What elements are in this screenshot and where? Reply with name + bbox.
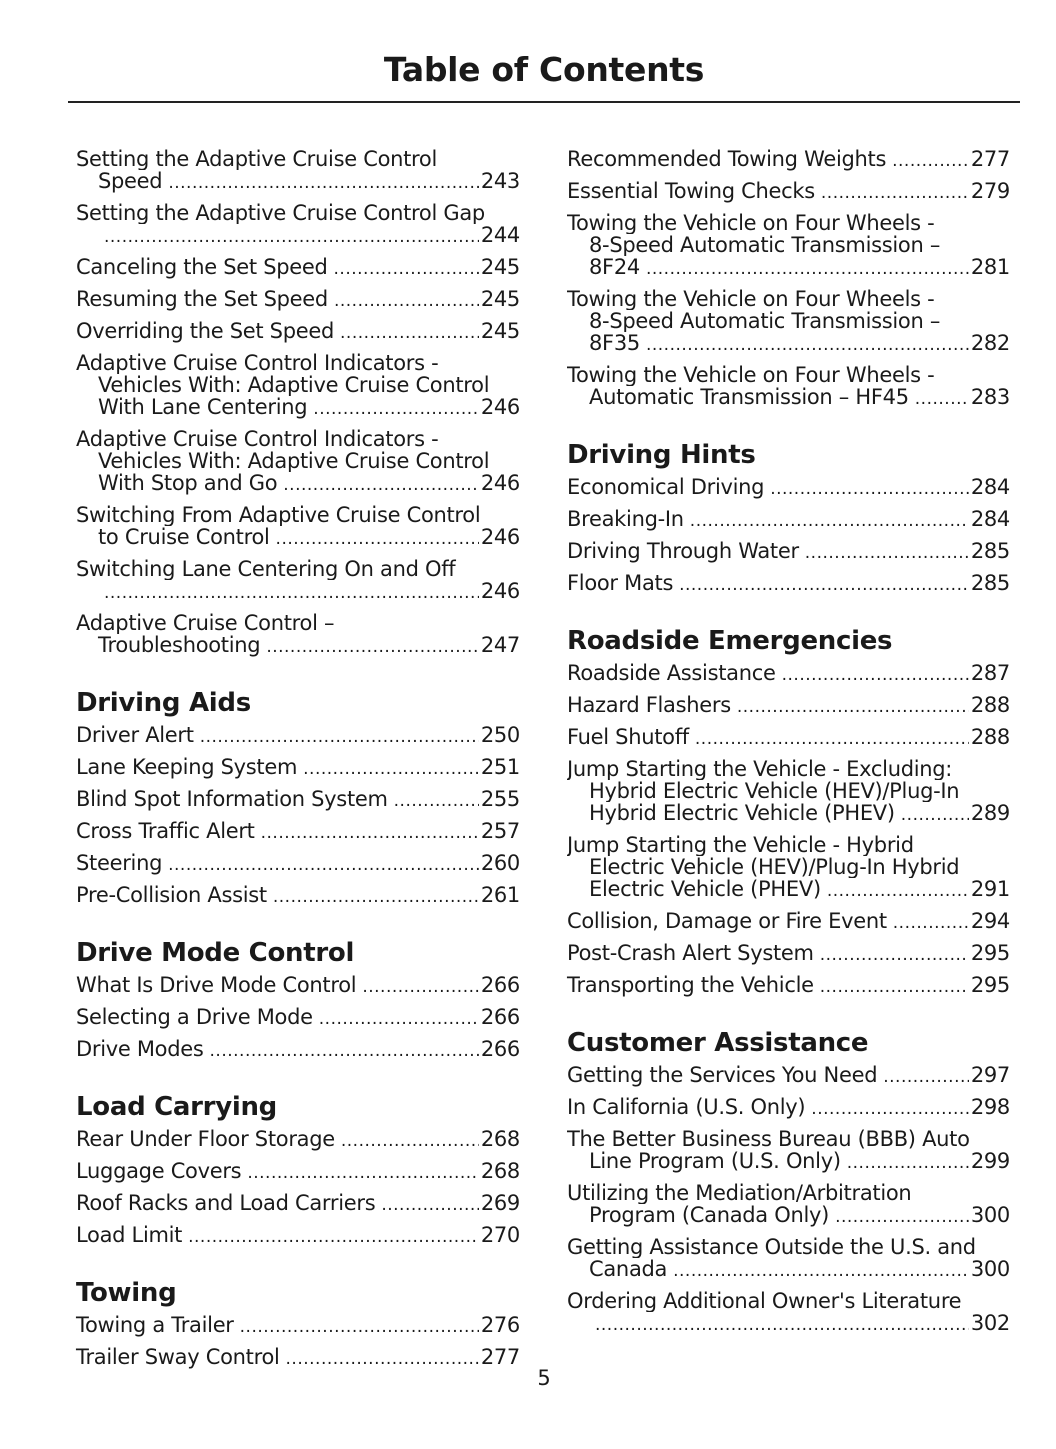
toc-entry-title: Driver Alert xyxy=(76,723,194,747)
toc-entry[interactable] xyxy=(76,788,520,812)
toc-entry[interactable] xyxy=(567,148,1010,172)
section-heading[interactable]: Driving Aids xyxy=(76,688,251,718)
toc-page-number: 268 xyxy=(480,1127,520,1151)
toc-page-number: 266 xyxy=(480,1037,520,1061)
toc-page-number: 285 xyxy=(970,571,1010,595)
toc-entry-title: Switching From Adaptive Cruise Control xyxy=(76,504,481,526)
toc-page-number: 276 xyxy=(480,1313,520,1337)
toc-entry[interactable] xyxy=(76,202,520,248)
toc-entry-title: to Cruise Control xyxy=(98,525,270,549)
toc-entry-title: Hazard Flashers xyxy=(567,693,731,717)
toc-entry[interactable] xyxy=(76,1192,520,1216)
toc-entry[interactable] xyxy=(76,558,520,604)
toc-page-number: 284 xyxy=(970,507,1010,531)
toc-entry-title: Jump Starting the Vehicle - Hybrid xyxy=(567,834,914,856)
toc-entry[interactable] xyxy=(76,428,520,496)
toc-entry-title: The Better Business Bureau (BBB) Auto xyxy=(567,1128,970,1150)
toc-page-number: 246 xyxy=(480,471,520,495)
toc-entry[interactable] xyxy=(567,364,1010,410)
dot-leader xyxy=(827,878,969,902)
toc-entry-title: Line Program (U.S. Only) xyxy=(589,1149,841,1173)
toc-page-number: 255 xyxy=(480,787,520,811)
toc-page-number: 246 xyxy=(480,395,520,419)
dot-leader xyxy=(892,148,969,172)
toc-entry[interactable] xyxy=(567,288,1010,356)
dot-leader xyxy=(679,572,969,596)
toc-entry[interactable] xyxy=(76,1160,520,1184)
toc-entry-title: Lane Keeping System xyxy=(76,755,298,779)
toc-entry[interactable] xyxy=(76,1314,520,1338)
toc-entry-title: Pre-Collision Assist xyxy=(76,883,267,907)
dot-leader xyxy=(811,1096,969,1120)
toc-entry-title: Setting the Adaptive Cruise Control Gap xyxy=(76,202,485,224)
toc-entry[interactable] xyxy=(567,1096,1010,1120)
toc-entry-title: Vehicles With: Adaptive Cruise Control xyxy=(98,450,490,472)
toc-page-number: 257 xyxy=(480,819,520,843)
toc-entry-title: Collision, Damage or Fire Event xyxy=(567,909,887,933)
title-divider xyxy=(68,101,1020,103)
dot-leader xyxy=(690,508,969,532)
toc-entry[interactable] xyxy=(567,942,1010,966)
toc-entry[interactable] xyxy=(76,320,520,344)
toc-entry-title: Speed xyxy=(98,169,163,193)
dot-leader xyxy=(340,320,479,344)
toc-entry-title: Hybrid Electric Vehicle (HEV)/Plug-In xyxy=(589,780,960,802)
toc-entry-title: Load Limit xyxy=(76,1223,183,1247)
dot-leader xyxy=(319,1006,479,1030)
toc-entry-title: Luggage Covers xyxy=(76,1159,242,1183)
dot-leader xyxy=(104,580,479,604)
dot-leader xyxy=(901,802,969,826)
toc-entry-title: With Stop and Go xyxy=(98,471,278,495)
dot-leader xyxy=(334,256,479,280)
toc-entry-title: Roof Racks and Load Carriers xyxy=(76,1191,376,1215)
dot-leader xyxy=(883,1064,969,1088)
dot-leader xyxy=(200,724,479,748)
toc-page-number: 268 xyxy=(480,1159,520,1183)
toc-entry[interactable] xyxy=(76,504,520,550)
toc-page-number: 245 xyxy=(480,255,520,279)
toc-page-number: 260 xyxy=(480,851,520,875)
toc-entry[interactable] xyxy=(76,884,520,908)
toc-entry-title: Electric Vehicle (HEV)/Plug-In Hybrid xyxy=(589,856,960,878)
dot-leader xyxy=(782,662,969,686)
toc-entry[interactable] xyxy=(76,148,520,194)
toc-entry-title: Trailer Sway Control xyxy=(76,1345,280,1369)
dot-leader xyxy=(381,1192,478,1216)
dot-leader xyxy=(820,974,969,998)
toc-page-number: 281 xyxy=(970,255,1010,279)
toc-page-number: 246 xyxy=(480,579,520,603)
toc-page-number: 284 xyxy=(970,475,1010,499)
toc-entry-title: Towing a Trailer xyxy=(76,1313,234,1337)
toc-entry[interactable] xyxy=(567,1290,1010,1336)
page-number: 5 xyxy=(537,1366,551,1390)
toc-entry-title: Rear Under Floor Storage xyxy=(76,1127,335,1151)
toc-entry-title: Getting Assistance Outside the U.S. and xyxy=(567,1236,976,1258)
toc-page-number: 251 xyxy=(480,755,520,779)
toc-entry-title: Recommended Towing Weights xyxy=(567,147,887,171)
toc-entry-title: 8-Speed Automatic Transmission – xyxy=(589,310,941,332)
toc-entry[interactable] xyxy=(76,756,520,780)
toc-entry[interactable] xyxy=(567,834,1010,902)
toc-page-number: 298 xyxy=(970,1095,1010,1119)
toc-entry[interactable] xyxy=(567,572,1010,596)
toc-entry-title: 8F24 xyxy=(589,255,640,279)
dot-leader xyxy=(394,788,479,812)
toc-page-number: 300 xyxy=(970,1257,1010,1281)
section-heading[interactable]: Load Carrying xyxy=(76,1092,277,1122)
toc-entry[interactable] xyxy=(567,910,1010,934)
dot-leader xyxy=(847,1150,969,1174)
toc-entry[interactable] xyxy=(567,1064,1010,1088)
toc-entry-title: Setting the Adaptive Cruise Control xyxy=(76,148,438,170)
toc-entry-title: Hybrid Electric Vehicle (PHEV) xyxy=(589,801,895,825)
toc-entry[interactable] xyxy=(76,852,520,876)
toc-page-number: 285 xyxy=(970,539,1010,563)
dot-leader xyxy=(210,1038,479,1062)
toc-entry-title: Driving Through Water xyxy=(567,539,799,563)
toc-entry-title: Breaking-In xyxy=(567,507,684,531)
toc-entry-title: Switching Lane Centering On and Off xyxy=(76,558,456,580)
toc-page-number: 247 xyxy=(480,633,520,657)
toc-entry-title: Towing the Vehicle on Four Wheels - xyxy=(567,364,935,386)
toc-page-number: 289 xyxy=(970,801,1010,825)
toc-page-number: 295 xyxy=(970,941,1010,965)
toc-entry-title: Ordering Additional Owner's Literature xyxy=(567,1290,962,1312)
toc-page-number: 277 xyxy=(970,147,1010,171)
toc-entry-title: Canceling the Set Speed xyxy=(76,255,328,279)
page-title: Table of Contents xyxy=(383,50,705,89)
dot-leader xyxy=(341,1128,479,1152)
toc-entry[interactable] xyxy=(76,1224,520,1248)
toc-entry[interactable] xyxy=(567,508,1010,532)
toc-entry-title: What Is Drive Mode Control xyxy=(76,973,357,997)
dot-leader xyxy=(646,332,969,356)
toc-entry[interactable] xyxy=(567,974,1010,998)
toc-entry[interactable] xyxy=(567,726,1010,750)
toc-page-number: 243 xyxy=(480,169,520,193)
toc-entry-title: Floor Mats xyxy=(567,571,674,595)
toc-page-number: 287 xyxy=(970,661,1010,685)
toc-entry-title: Cross Traffic Alert xyxy=(76,819,255,843)
toc-page-number: 300 xyxy=(970,1203,1010,1227)
toc-entry[interactable] xyxy=(567,212,1010,280)
toc-entry-title: Electric Vehicle (PHEV) xyxy=(589,877,821,901)
toc-entry-title: Resuming the Set Speed xyxy=(76,287,328,311)
dot-leader xyxy=(247,1160,478,1184)
toc-entry[interactable] xyxy=(567,476,1010,500)
right-column xyxy=(567,148,1010,1344)
dot-leader xyxy=(261,820,479,844)
dot-leader xyxy=(915,386,969,410)
dot-leader xyxy=(673,1258,969,1282)
toc-entry-title: Overriding the Set Speed xyxy=(76,319,335,343)
section-heading[interactable]: Customer Assistance xyxy=(567,1028,869,1058)
dot-leader xyxy=(104,224,479,248)
toc-page-number: 288 xyxy=(970,693,1010,717)
toc-page-number: 246 xyxy=(480,525,520,549)
toc-entry[interactable] xyxy=(567,1236,1010,1282)
toc-page-number: 283 xyxy=(970,385,1010,409)
toc-page-number: 299 xyxy=(970,1149,1010,1173)
dot-leader xyxy=(835,1204,969,1228)
toc-page-number: 302 xyxy=(970,1311,1010,1335)
dot-leader xyxy=(240,1314,479,1338)
toc-entry[interactable] xyxy=(567,540,1010,564)
toc-entry-title: Adaptive Cruise Control Indicators - xyxy=(76,428,439,450)
dot-leader xyxy=(770,476,969,500)
toc-page-number: 294 xyxy=(970,909,1010,933)
toc-entry-title: Automatic Transmission – HF45 xyxy=(589,385,909,409)
dot-leader xyxy=(313,396,479,420)
toc-page-number: 291 xyxy=(970,877,1010,901)
toc-entry-title: Essential Towing Checks xyxy=(567,179,815,203)
dot-leader xyxy=(893,910,969,934)
toc-entry[interactable] xyxy=(567,758,1010,826)
toc-entry[interactable] xyxy=(76,1128,520,1152)
toc-page-number: 279 xyxy=(970,179,1010,203)
toc-entry-title: Program (Canada Only) xyxy=(589,1203,830,1227)
toc-page-number: 245 xyxy=(480,319,520,343)
dot-leader xyxy=(646,256,969,280)
toc-page-number: 297 xyxy=(970,1063,1010,1087)
dot-leader xyxy=(334,288,479,312)
toc-entry[interactable] xyxy=(76,724,520,748)
dot-leader xyxy=(805,540,969,564)
toc-entry-title: 8F35 xyxy=(589,331,640,355)
dot-leader xyxy=(266,634,479,658)
dot-leader xyxy=(303,756,479,780)
toc-entry[interactable] xyxy=(76,352,520,420)
toc-page-number: 288 xyxy=(970,725,1010,749)
toc-entry-title: Adaptive Cruise Control Indicators - xyxy=(76,352,439,374)
toc-entry-title: Post-Crash Alert System xyxy=(567,941,814,965)
dot-leader xyxy=(820,942,969,966)
toc-entry-title: Economical Driving xyxy=(567,475,765,499)
dot-leader xyxy=(168,852,479,876)
toc-entry[interactable] xyxy=(76,820,520,844)
toc-entry[interactable] xyxy=(567,1128,1010,1174)
dot-leader xyxy=(821,180,969,204)
toc-page-number: 282 xyxy=(970,331,1010,355)
toc-entry[interactable] xyxy=(76,288,520,312)
toc-entry-title: Drive Modes xyxy=(76,1037,204,1061)
toc-entry-title: Towing the Vehicle on Four Wheels - xyxy=(567,288,935,310)
dot-leader xyxy=(273,884,479,908)
section-heading[interactable]: Towing xyxy=(76,1278,177,1308)
dot-leader xyxy=(362,974,478,998)
toc-entry-title: Towing the Vehicle on Four Wheels - xyxy=(567,212,935,234)
toc-entry-title: Troubleshooting xyxy=(98,633,261,657)
toc-entry[interactable] xyxy=(567,694,1010,718)
dot-leader xyxy=(276,526,479,550)
toc-entry[interactable] xyxy=(76,974,520,998)
toc-entry[interactable] xyxy=(76,1038,520,1062)
toc-entry-title: Adaptive Cruise Control – xyxy=(76,612,335,634)
toc-page-number: 245 xyxy=(480,287,520,311)
section-heading[interactable]: Driving Hints xyxy=(567,440,756,470)
toc-entry-title: Vehicles With: Adaptive Cruise Control xyxy=(98,374,490,396)
toc-entry-title: Steering xyxy=(76,851,163,875)
toc-page-number: 295 xyxy=(970,973,1010,997)
toc-page-number: 269 xyxy=(480,1191,520,1215)
toc-entry-title: 8-Speed Automatic Transmission – xyxy=(589,234,941,256)
toc-page-number: 266 xyxy=(480,1005,520,1029)
toc-entry[interactable] xyxy=(567,662,1010,686)
dot-leader xyxy=(168,170,478,194)
dot-leader xyxy=(737,694,969,718)
toc-page-number: 261 xyxy=(480,883,520,907)
toc-page-number: 244 xyxy=(480,223,520,247)
toc-entry-title: Getting the Services You Need xyxy=(567,1063,878,1087)
dot-leader xyxy=(283,472,479,496)
section-heading[interactable]: Drive Mode Control xyxy=(76,938,355,968)
toc-entry-title: Fuel Shutoff xyxy=(567,725,689,749)
toc-entry[interactable] xyxy=(567,180,1010,204)
dot-leader xyxy=(188,1224,479,1248)
toc-entry-title: With Lane Centering xyxy=(98,395,308,419)
toc-entry-title: Canada xyxy=(589,1257,668,1281)
toc-page-number: 277 xyxy=(480,1345,520,1369)
toc-entry[interactable] xyxy=(76,256,520,280)
toc-entry-title: Transporting the Vehicle xyxy=(567,973,814,997)
toc-entry-title: Blind Spot Information System xyxy=(76,787,388,811)
toc-entry-title: Utilizing the Mediation/Arbitration xyxy=(567,1182,912,1204)
toc-entry[interactable] xyxy=(76,1006,520,1030)
dot-leader xyxy=(695,726,969,750)
toc-entry-title: Roadside Assistance xyxy=(567,661,776,685)
toc-page-number: 266 xyxy=(480,973,520,997)
toc-entry[interactable] xyxy=(567,1182,1010,1228)
toc-entry-title: Jump Starting the Vehicle - Excluding: xyxy=(567,758,953,780)
dot-leader xyxy=(595,1312,969,1336)
toc-page-number: 250 xyxy=(480,723,520,747)
left-column xyxy=(76,148,520,1378)
toc-entry-title: Selecting a Drive Mode xyxy=(76,1005,313,1029)
section-heading[interactable]: Roadside Emergencies xyxy=(567,626,893,656)
toc-entry[interactable] xyxy=(76,612,520,658)
toc-page-number: 270 xyxy=(480,1223,520,1247)
toc-entry-title: In California (U.S. Only) xyxy=(567,1095,806,1119)
